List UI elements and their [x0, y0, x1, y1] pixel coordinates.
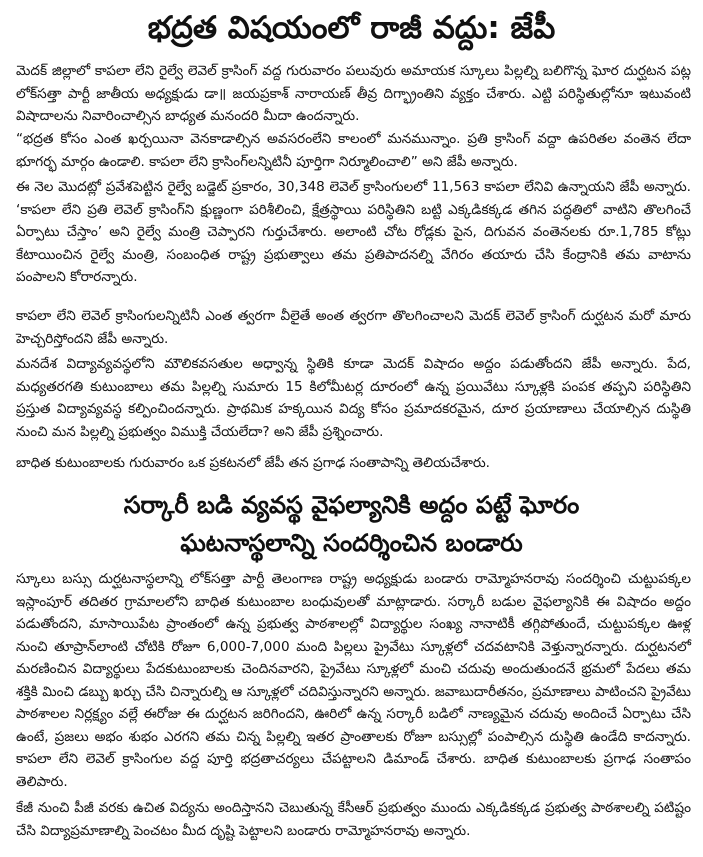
paragraph-1: మెదక్ జిల్లాలో కాపలా లేని రైల్వే లెవెల్ క్రాసింగ్ వద్ద గురువారం పలువురు అమాయక స్కూలు పిల్లల్ని బలిగొన్న ఘోర దుర్ఘటన పట్ల లోక్‌సత్తా పార్టీ జాతీయ అధ్యక్షుడు డా॥ జయప్రకాశ్ నారాయణ్ తీవ్ర దిగ్భ్రాంతిని వ్యక్తం చేశారు. ఎట్టి పరిస్థితుల్లోనూ ఇటువంటి విషాదాలను నివారించాల్సిన బాధ్యత మనందరి మీదా ఉందన్నారు.	[16, 63, 691, 124]
paragraph-4: కాపలా లేని లెవెల్ క్రాసింగులన్నిటినీ ఎంత త్వరగా వీలైతే అంత త్వరగా తొలగించాలని మెదక్ లెవెల్ క్రాసింగ్ దుర్ఘటన మరో మారు హెచ్చరిస్తోందని జేపీ అన్నారు.	[16, 308, 691, 347]
paragraph-2: “భద్రత కోసం ఎంత ఖర్చయినా వెనకాడాల్సిన అవసరంలేని కాలంలో మనమున్నాం. ప్రతి క్రాసింగ్ వద్దా ఉపరితల వంతెన లేదా భూగర్భ మార్గం ఉండాలి. కాపలా లేని క్రాసింగ్‌లన్నిటినీ పూర్తిగా నిర్మూలించాలి” అని జేపీ అన్నారు.	[16, 131, 691, 170]
paragraph-5: మనదేశ విద్యావ్యవస్థలోని మౌలికవసతుల అధ్వాన్న స్థితికి కూడా మెదక్ విషాదం అద్దం పడుతోందని జేపీ అన్నారు. పేద, మధ్యతరగతి కుటుంబాలు తమ పిల్లల్ని సుమారు 15 కిలోమీటర్ల దూరంలో ఉన్న ప్రయివేటు స్కూళ్లకి పంపక తప్పని పరిస్థితిని ప్రస్తుత విద్యావ్యవస్థ కల్పించిందన్నారు. ప్రాథమిక హక్కయిన విద్య కోసం ప్రమాదకరమైన, దూర ప్రయాణాలు చేయాల్సిన దుస్థితి నుంచి మన పిల్లల్ని ప్రభుత్వం విముక్తి చేయలేదా? అని జేపీ ప్రశ్నించారు.	[16, 356, 691, 440]
section-subtitle-2: ఘటనాస్థలాన్ని సందర్శించిన బండారు	[180, 529, 523, 557]
article-title: భద్రత విషయంలో రాజీ వద్దు: జేపీ	[147, 10, 556, 46]
paragraph-7: స్కూలు బస్సు దుర్ఘటనాస్థలాన్ని లోక్‌సత్తా పార్టీ తెలంగాణ రాష్ట్ర అధ్యక్షుడు బండారు రామ్మోహనరావు సందర్శించి చుట్టుపక్కల ఇస్లాంపూర్ తదితర గ్రామాలలోని బాధిత కుటుంబాల బంధువులతో మాట్లాడారు. సర్కారీ బడుల వైఫల్యానికి ఈ విషాదం అద్దం పడుతోందని, మాసాయిపేట ప్రాంతంలో ఉన్న ప్రభుత్వ పాఠశాలల్లో విద్యార్థుల సంఖ్య నానాటికీ తగ్గిపోతుందే, చుట్టుపక్కల ఊళ్ల నుంచి తూప్రాన్‌లాంటి చోటికి రోజూ 6,000-7,000 మంది పిల్లలు ప్రైవేటు స్కూళ్లలో చదవటానికి వెళ్తున్నారన్నారు. దుర్ఘటనలో మరణించిన విద్యార్థులు పేదకుటుంబాలకు చెందినవారని, ప్రైవేటు స్కూళ్లలో మంచి చదువు అందుతుందనే భ్రమలో పేదలు తమ శక్తికి మించి డబ్బు ఖర్చు చేసి చిన్నారుల్ని ఆ స్కూళ్లలో చదివిస్తున్నారని అన్నారు. జవాబుదారీతనం, ప్రమాణాలు పాటించని ప్రైవేటు పాఠశాలల నిర్లక్ష్యం వల్లే ఈరోజు ఈ దుర్ఘటన జరిగిందని, ఊరిలో ఉన్న సర్కారీ బడిలో నాణ్యమైన చదువు అందించే ఏర్పాటు చేసి ఉంటే, ప్రజలు అభం శుభం ఎరగని తమ చిన్న పిల్లల్ని ఇతర ప్రాంతాలకు రోజూ బస్సుల్లో పంపాల్సిన దుస్థితి ఉండేది కాదన్నారు. కాపలా లేని లెవెల్ క్రాసింగుల వద్ద పూర్తి భద్రతాచర్యలు చేపట్టాలని డిమాండ్ చేశారు. బాధిత కుటుంబాలకు ప్రగాఢ సంతాపం తెలిపారు.	[16, 571, 692, 790]
paragraph-3: ఈ నెల మొదట్లో ప్రవేశపెట్టిన రైల్వే బడ్జెట్ ప్రకారం, 30,348 లెవెల్ క్రాసింగులలో 11,563 కాపలా లేనివి ఉన్నాయని జేపీ అన్నారు. ‘కాపలా లేని ప్రతి లెవెల్ క్రాసింగ్‌ని క్షుణ్ణంగా పరిశీలించి, క్షేత్రస్థాయి పరిస్థితిని బట్టి ఎక్కడికక్కడ తగిన పద్ధతిలో వాటిని తొలగించే ఏర్పాటు చేస్తాం’ అని రైల్వే మంత్రి చెప్పారని గుర్తుచేశారు. అలాంటి చోట రోడ్లకు పైన, దిగువన వంతెనలకు రూ.1,785 కోట్లు కేటాయించిన రైల్వే మంత్రి, సంబంధిత రాష్ట్ర ప్రభుత్వాలు తమ ప్రతిపాదనల్ని వేగిరం తయారు చేసి కేంద్రానికి తమ వాటాను పంపాలని కోరారన్నారు.	[16, 179, 691, 285]
paragraph-8: కేజీ నుంచి పీజీ వరకు ఉచిత విద్యను అందిస్తానని చెబుతున్న కేసీఆర్ ప్రభుత్వం ముందు ఎక్కడికక్కడ ప్రభుత్వ పాఠశాలల్ని పటిష్టం చేసి విద్యాప్రమాణాల్ని పెంచటం మీద దృష్టి పెట్టాలని బండారు రామ్మోహనరావు అన్నారు.	[16, 800, 691, 839]
paragraph-6: బాధిత కుటుంబాలకు గురువారం ఒక ప్రకటనలో జేపీ తన ప్రగాఢ సంతాపాన్ని తెలియచేశారు.	[16, 455, 490, 471]
section-subtitle-1: సర్కారీ బడి వ్యవస్థ వైఫల్యానికి అద్దం పట్టే ఘోరం	[123, 491, 580, 519]
